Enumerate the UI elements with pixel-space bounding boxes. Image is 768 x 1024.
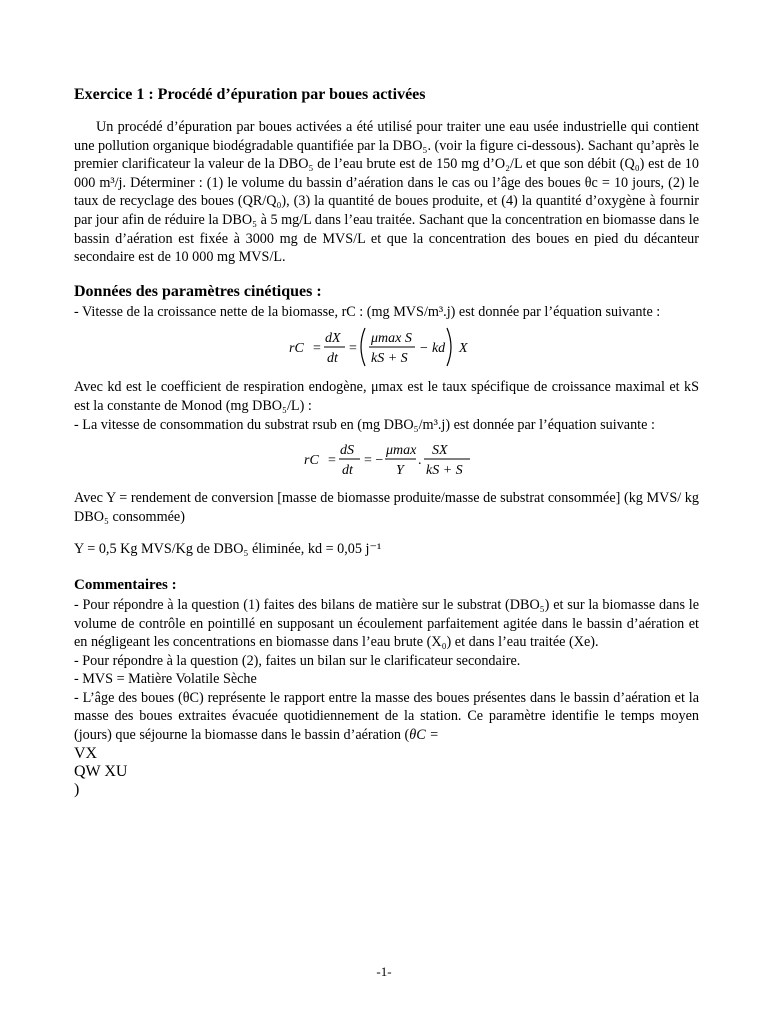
eq2-y: Y <box>395 463 404 479</box>
svg-text:=: = <box>327 453 336 469</box>
fraction-denominator: QW XU <box>74 762 128 780</box>
eq2-ds: dS <box>339 443 354 459</box>
equation-growth-rate <box>74 324 699 375</box>
svg-text:=: = <box>348 341 357 357</box>
comment-3: - MVS = Matière Volatile Sèche <box>74 671 257 688</box>
eq2-sx: SX <box>431 443 448 459</box>
eq2-mu: μmax <box>385 443 416 459</box>
kinetic-line-2: Avec kd est le coefficient de respiration endogène, μmax est le taux spécifique de croissance maximal et kS est la constante de Monod (mg DBO₅/L) : <box>74 379 699 414</box>
eq1-kd: − kd <box>418 341 445 357</box>
kinetic-line-4: Avec Y = rendement de conversion [masse de biomasse produite/masse de substrat consommée] (kg MVS/ kg DBO₅ consommée) <box>74 490 699 525</box>
eq1-num: μmax S <box>370 331 412 347</box>
eq1-dx: dX <box>324 331 341 347</box>
eq2-lhs: rC <box>303 453 319 469</box>
comment-1: - Pour répondre à la question (1) faites des bilans de matière sur le substrat (DBO₅) et sur la biomasse dans le volume de contrôle en pointillé en supposant un écoulement parfaitement agitée dans le bassin d’aération et en négligeant les concentrations en biomasse dans l’eau brute (X₀) et dans l’eau traitée (Xe). <box>74 596 699 651</box>
comments-heading: Commentaires : <box>74 576 177 593</box>
intro-paragraph: Un procédé d’épuration par boues activées a été utilisé pour traiter une eau usée industrielle qui contient une pollution organique biodégradable quantifiée par la DBO₅. (voir la figure ci-dessous). Sachant qu’après le premier clarificateur la valeur de la DBO₅ de l’eau brute est de 150 mg d’O₂/L et que son débit (Q₀) est de 10 000 m³/j. Déterminer : (1) le volume du bassin d’aération dans le cas ou l’âge des boues θc = 10 jours, (2) le taux de recyclage des boues (QR/Q₀), (3) la quantité de boues produite, et (4) la quantité d’oxygène à fournir par jour afin de réduire la DBO₅ à 5 mg/L dans l’eau traitée. Sachant que la concentration en biomasse dans le bassin d’aération est fixée à 3000 mg de MVS/L et que la concentration des boues en pied du décanteur secondaire est de 10 000 mg MVS/L. <box>74 119 699 266</box>
eq2-dt: dt <box>341 463 353 479</box>
comment-4-text: - L’âge des boues (θC) représente le rapport entre la masse des boues présentes dans le bassin d’aération et la masse des boues extraites évacuée quotidiennement de la station. Ce paramètre identifie le temps moyen (jours) que séjourne la biomasse dans le bassin d’aération ( <box>74 689 699 744</box>
equation-substrate-rate <box>74 437 699 486</box>
eq2-den: kS + S <box>425 463 463 479</box>
svg-text:= −: = − <box>363 453 383 469</box>
eq1-dt: dt <box>326 351 338 367</box>
eq1-den: kS + S <box>370 351 408 367</box>
kinetic-line-3: - La vitesse de consommation du substrat rsub en (mg DBO₅/m³.j) est donnée par l’équation suivante : <box>74 416 655 433</box>
eq1-lhs: rC <box>288 341 304 357</box>
eq1-x: X <box>458 341 468 357</box>
exercise-title: Exercice 1 : Procédé d’épuration par boues activées <box>74 86 426 103</box>
comment-4-theta: θC = <box>409 727 439 744</box>
page-number: -1- <box>376 964 392 979</box>
document-page <box>74 86 699 815</box>
svg-text:.: . <box>417 453 421 469</box>
comment-4-end: ) <box>74 780 80 798</box>
svg-text:=: = <box>312 341 321 357</box>
kinetic-heading: Données des paramètres cinétiques : <box>74 282 322 300</box>
comment-4 <box>74 689 699 745</box>
comment-2: - Pour répondre à la question (2), faites un bilan sur le clarificateur secondaire. <box>74 652 521 669</box>
kinetic-line-1: - Vitesse de la croissance nette de la biomasse, rC : (mg MVS/m³.j) est donnée par l’équation suivante : <box>74 303 661 320</box>
parameters-line: Y = 0,5 Kg MVS/Kg de DBO₅ éliminée, kd = 0,05 j⁻¹ <box>74 541 382 558</box>
fraction-numerator: VX <box>74 744 98 762</box>
